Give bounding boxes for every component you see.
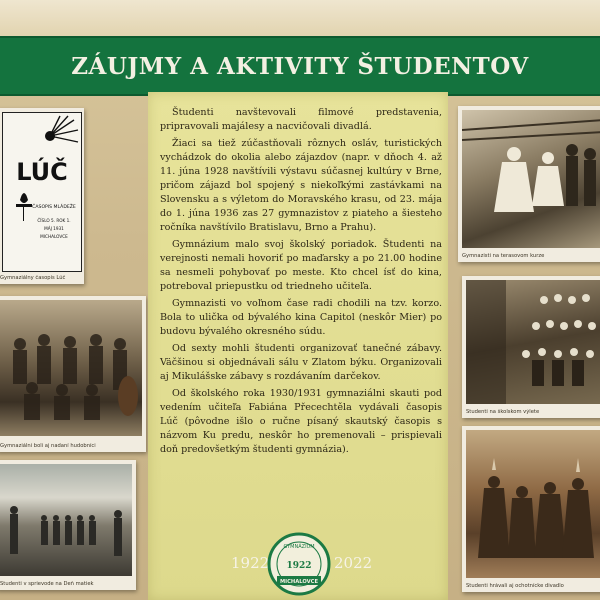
band-photo bbox=[0, 300, 142, 436]
magazine-subtitle: ČASOPIS MLÁDEŽE bbox=[32, 205, 76, 210]
terrace-photo-card bbox=[458, 106, 600, 262]
parade-photo-card bbox=[0, 460, 136, 590]
group-photo-card bbox=[462, 276, 600, 418]
theatre-caption: Študenti hrávali aj ochotnícke divadlo bbox=[466, 583, 564, 589]
magazine-cover bbox=[2, 112, 82, 272]
year-end: 2022 bbox=[334, 554, 373, 572]
seal-year: 1922 bbox=[286, 561, 312, 571]
band-caption: Gymnaziálni boli aj nadaní hudobníci bbox=[0, 443, 96, 449]
page-title: ZÁUJMY A AKTIVITY ŠTUDENTOV bbox=[71, 52, 529, 80]
magazine-city: MICHALOVCE bbox=[40, 234, 68, 239]
parade-caption: Študenti v sprievode na Deň matiek bbox=[0, 581, 94, 587]
school-seal-icon bbox=[267, 532, 331, 596]
terrace-caption: Gymnazisti na terasovom kurze bbox=[462, 253, 545, 259]
title-banner bbox=[0, 36, 600, 96]
band-photo-card bbox=[0, 296, 146, 452]
group-photo bbox=[466, 280, 600, 404]
seal-top-text: GYMNÁZIUM bbox=[283, 544, 315, 550]
group-caption: Študenti na školskom výlete bbox=[466, 409, 540, 415]
paragraph-2: Žiaci sa tiež zúčastňovali rôznych osláv, turistických vychádzok do okolia alebo zájazdov (napr. v dňoch 4. až 11. júna 1928 navštívili výstavu súčasnej kultúry v Brne, pričom zájazd bol spojený s niekoľkými zastávkami na Slovensku a s výletom do Moravského krasu, od 23. mája do 1. júna 1936 zas 27 gymnazistov z piateho a šiesteho ročníka navštívilo Bratislavu, Brno a Prahu). bbox=[160, 138, 442, 233]
terrace-photo bbox=[462, 110, 600, 248]
paragraph-4: Gymnazisti vo voľnom čase radi chodili na tzv. korzo. Bola to ulička od bývalého kina Capitol (neskôr Mier) po budovu bývalého okresného súdu. bbox=[160, 298, 442, 337]
year-start: 1922 bbox=[231, 554, 270, 572]
magazine-caption: Gymnaziálny časopis Lúč bbox=[0, 275, 66, 281]
magazine-name: LÚČ bbox=[16, 158, 68, 186]
theatre-photo bbox=[466, 430, 600, 578]
magazine-issue: ČÍSLO 5. ROK 1. bbox=[37, 218, 71, 223]
top-strip bbox=[0, 0, 600, 36]
article-text bbox=[160, 106, 442, 460]
paragraph-3: Gymnázium malo svoj školský poriadok. Študenti na verejnosti nemali hovoriť po maďarsky a po 21.00 hodine sa nesmeli pohybovať po meste. Kto chcel ísť do kina, potreboval priepustku od triedneho učiteľa. bbox=[160, 239, 442, 292]
paragraph-1: Študenti navštevovali filmové predstavenia, pripravovali majálesy a nacvičovali divadlá. bbox=[160, 107, 442, 132]
magazine-date: MÁJ 1931 bbox=[44, 226, 64, 231]
paragraph-5: Od sexty mohli študenti organizovať tanečné zábavy. Väčšinou si objednávali sálu v Zlatom býku. Organizovali aj Mikulášske zábavy s rozdávaním darčekov. bbox=[160, 343, 442, 382]
magazine-card bbox=[0, 108, 84, 284]
theatre-photo-card bbox=[462, 426, 600, 592]
paragraph-6: Od školského roka 1930/1931 gymnaziálni skauti pod vedením učiteľa Fabiána Přecechtěla vydávali časopis Lúč (pôvodne išlo o ručne písaný skautský časopis s názvom Ku predu, neskôr ho premenovali – prispievali doň predovšetkým študenti gymnázia). bbox=[160, 388, 442, 455]
parade-photo bbox=[0, 464, 132, 576]
seal-city: MICHALOVCE bbox=[279, 579, 319, 585]
